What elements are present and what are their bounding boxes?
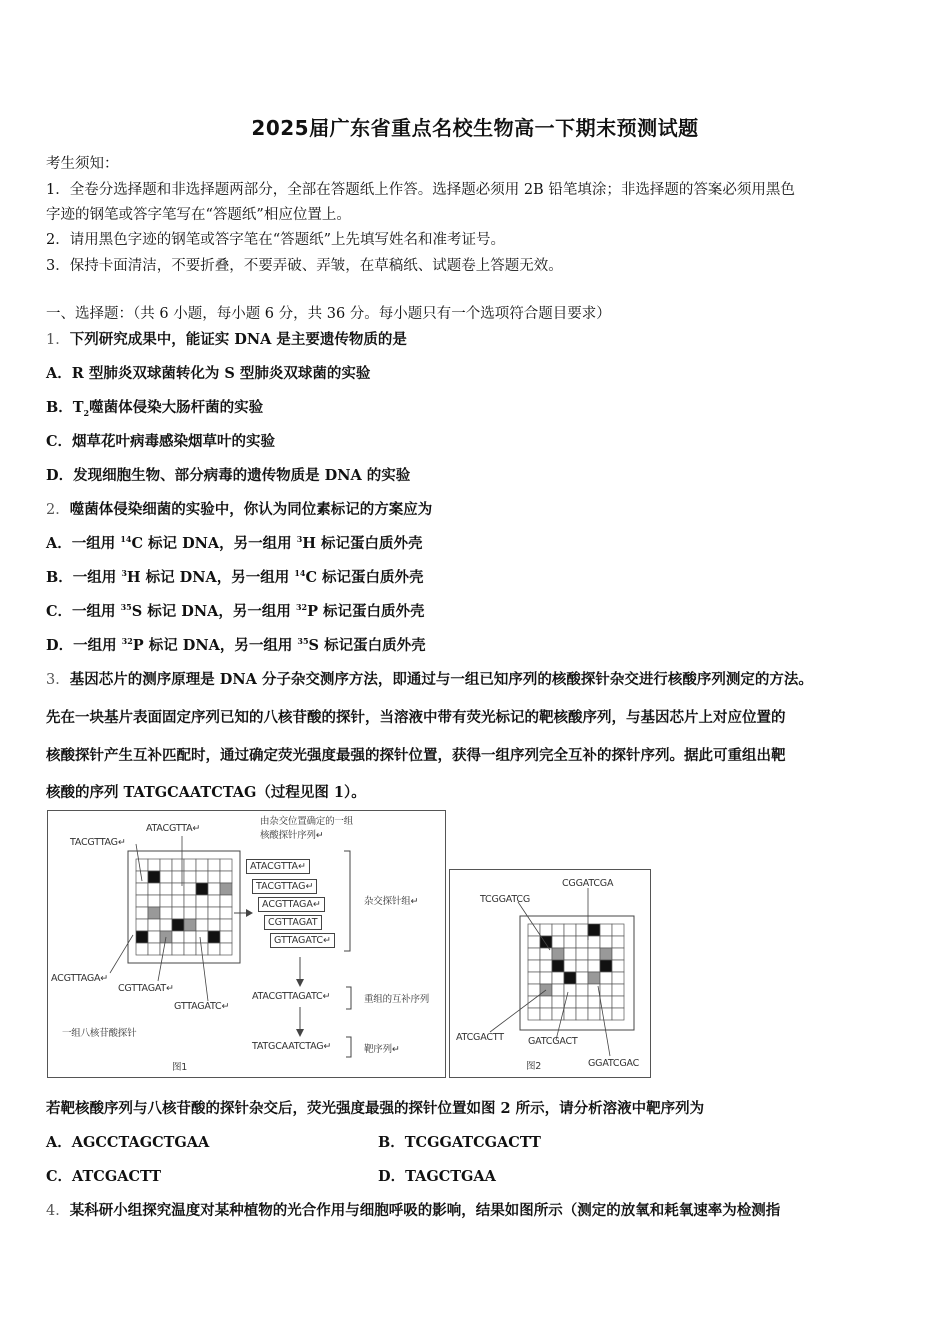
chip-cell [208, 943, 220, 955]
q2c-isotope2: 32 [295, 602, 308, 612]
chip-cell [196, 931, 208, 943]
fig2-caption: 图2 [526, 1061, 542, 1072]
chip-cell [540, 960, 552, 972]
chip-cell [220, 871, 232, 883]
chip-cell [160, 943, 172, 955]
chip-cell [196, 883, 208, 895]
chip-cell [136, 883, 148, 895]
chip-cell [196, 919, 208, 931]
chip-cell [148, 871, 160, 883]
q2b-part2: H 标记 DNA，另一组用 [126, 569, 295, 586]
chip-cell [552, 936, 564, 948]
bracket [344, 851, 350, 951]
chip-cell [196, 907, 208, 919]
chip-cell [588, 960, 600, 972]
fig1-reassembled-seq: ATACGTTAGATC↵ [252, 991, 331, 1002]
chip-cell [148, 895, 160, 907]
fig1-chip-label: 一组八核苷酸探针 [62, 1028, 137, 1039]
chip-cell [160, 919, 172, 931]
chip-cell [136, 931, 148, 943]
fig1-target-seq: TATGCAATCTAG↵ [252, 1041, 332, 1052]
chip-cell [148, 943, 160, 955]
chip-cell [184, 931, 196, 943]
q2-option-b [46, 566, 424, 587]
chip-cell [160, 895, 172, 907]
chip-cell [612, 960, 624, 972]
question-3 [46, 668, 813, 689]
question-3-stem-line-3: 核酸探针产生互补匹配时，通过确定荧光强度最强的探针位置，获得一组序列完全互补的探针序列。据此可重组出靶 [46, 747, 786, 764]
chip-cell [148, 883, 160, 895]
q2c-isotope1: 35 [120, 602, 132, 612]
chip-cell [220, 919, 232, 931]
chip-cell [600, 972, 612, 984]
chip-cell [148, 859, 160, 871]
q2-option-d [46, 634, 426, 655]
chip-cell [552, 960, 564, 972]
q2a-part3: H 标记蛋白质外壳 [302, 535, 423, 552]
fig2-probe-top-left: TCGGATCG [480, 894, 531, 905]
chip-cell [208, 859, 220, 871]
notice-item-1-cont: 字迹的钢笔或答字笔写在“答题纸”相应位置上。 [46, 207, 351, 223]
q1-option-c: C．烟草花叶病毒感染烟草叶的实验 [46, 433, 276, 450]
q2a-part1: A．一组用 [46, 535, 121, 552]
q2d-part2: P 标记 DNA，另一组用 [132, 637, 298, 654]
q2-option-c [46, 600, 425, 621]
chip-cell [564, 1008, 576, 1020]
chip-cell [196, 859, 208, 871]
fig1-probe-top-right: ATACGTTA↵ [146, 823, 201, 834]
chip-cell [184, 883, 196, 895]
chip-cell [564, 960, 576, 972]
chip-cell [184, 859, 196, 871]
chip-cell [208, 871, 220, 883]
chip-cell [160, 907, 172, 919]
chip-cell [184, 943, 196, 955]
chip-cell [136, 871, 148, 883]
chip-cell [172, 895, 184, 907]
q2a-part2: C 标记 DNA，另一组用 [131, 535, 297, 552]
probe-list-item: TACGTTAG↵ [252, 879, 317, 894]
arrow-down-head [296, 1029, 304, 1037]
question-3-after-text: 若靶核酸序列与八核苷酸的探针杂交后，荧光强度最强的探针位置如图 2 所示，请分析溶液中靶序列为 [46, 1100, 705, 1117]
chip-cell [208, 931, 220, 943]
chip-cell [576, 948, 588, 960]
arrow-right-head [246, 909, 253, 917]
chip-cell [576, 996, 588, 1008]
chip-cell [552, 924, 564, 936]
fig2-probe-bottom-left: ATCGACTT [456, 1032, 504, 1043]
q2d-part3: S 标记蛋白质外壳 [308, 637, 426, 654]
chip-cell [160, 883, 172, 895]
chip-cell [528, 936, 540, 948]
chip-cell [564, 948, 576, 960]
question-1-number: 1． [46, 332, 70, 348]
q1-option-a: A．R 型肺炎双球菌转化为 S 型肺炎双球菌的实验 [46, 365, 371, 382]
chip-cell [136, 895, 148, 907]
q2d-part1: D．一组用 [46, 637, 122, 654]
chip-cell [540, 996, 552, 1008]
notice-item-2: 2．请用黑色字迹的钢笔或答字笔在“答题纸”上先填写姓名和准考证号。 [46, 232, 506, 248]
arrow-down-head [296, 979, 304, 987]
section-heading: 一、选择题：（共 6 小题，每小题 6 分，共 36 分。每小题只有一个选项符合题目要求） [46, 306, 611, 322]
chip-cell [220, 931, 232, 943]
chip-cell [148, 919, 160, 931]
chip-cell [160, 859, 172, 871]
leader-line [110, 935, 133, 973]
chip-cell [588, 948, 600, 960]
fig1-header-line1: 由杂交位置确定的一组 [260, 816, 354, 827]
question-1-stem: 下列研究成果中，能证实 DNA 是主要遗传物质的是 [69, 331, 407, 348]
chip-cell [172, 931, 184, 943]
q3-option-d: D．TAGCTGAA [378, 1168, 496, 1185]
chip-cell [612, 984, 624, 996]
chip-cell [540, 1008, 552, 1020]
chip-cell [612, 936, 624, 948]
chip-cell [564, 984, 576, 996]
fig1-probe-bottom-mid: CGTTAGAT↵ [118, 983, 174, 994]
chip-cell [220, 895, 232, 907]
chip-cell [612, 948, 624, 960]
chip-cell [612, 972, 624, 984]
chip-cell [196, 871, 208, 883]
fig2-probe-top-right: CGGATCGA [562, 878, 614, 889]
notice-item-3: 3．保持卡面清洁，不要折叠，不要弄破、弄皱，在草稿纸、试题卷上答题无效。 [46, 258, 563, 274]
chip-cell [220, 859, 232, 871]
q2b-part1: B．一组用 [46, 569, 122, 586]
chip-cell [576, 960, 588, 972]
chip-cell [528, 960, 540, 972]
chip-cell [208, 895, 220, 907]
q1-option-b-subscript: 2 [83, 407, 90, 418]
chip-cell [576, 924, 588, 936]
bracket [346, 1037, 351, 1057]
chip-cell [220, 943, 232, 955]
question-2-number: 2． [46, 502, 70, 518]
chip-cell [136, 907, 148, 919]
chip-cell [220, 907, 232, 919]
question-3-stem-line-2: 先在一块基片表面固定序列已知的八核苷酸的探针，当溶液中带有荧光标记的靶核酸序列，与基因芯片上对应位置的 [46, 709, 786, 726]
q3-option-b: B．TCGGATCGACTT [378, 1134, 541, 1151]
chip-cell [576, 936, 588, 948]
probe-list-item: GTTAGATC↵ [270, 933, 335, 948]
chip-cell [184, 895, 196, 907]
notice-item-1: 1．全卷分选择题和非选择题两部分，全部在答题纸上作答。选择题必须用 2B 铅笔填涂；非选择题的答案必须用黑色 [46, 182, 795, 198]
fig1-caption: 图1 [172, 1062, 188, 1073]
chip-cell [564, 972, 576, 984]
notice-heading: 考生须知： [46, 156, 119, 172]
chip-cell [588, 996, 600, 1008]
fig1-header-line2: 核酸探针序列↵ [260, 830, 324, 841]
q2b-isotope1: 3 [121, 568, 127, 578]
probe-list-item: CGTTAGAT [264, 915, 322, 930]
chip-cell [600, 936, 612, 948]
chip-cell [136, 943, 148, 955]
chip-cell [172, 907, 184, 919]
q2c-part2: S 标记 DNA，另一组用 [131, 603, 296, 620]
chip-cell [612, 1008, 624, 1020]
fig1-probe-top-left: TACGTTAG↵ [70, 837, 126, 848]
q2d-isotope2: 35 [297, 636, 309, 646]
chip-cell [600, 948, 612, 960]
q2a-isotope1: 14 [120, 534, 132, 544]
q1-option-d: D．发现细胞生物、部分病毒的遗传物质是 DNA 的实验 [46, 467, 411, 484]
chip-cell [528, 1008, 540, 1020]
chip-cell [184, 871, 196, 883]
chip-cell [528, 984, 540, 996]
question-4 [46, 1199, 780, 1220]
q3-option-a: A．AGCCTAGCTGAA [46, 1134, 210, 1151]
question-2 [46, 498, 432, 519]
chip-cell [136, 919, 148, 931]
chip-cell [196, 895, 208, 907]
chip-cell [588, 924, 600, 936]
question-3-stem-line-4: 核酸的序列 TATGCAATCTAG（过程见图 1）。 [46, 784, 366, 801]
fig2-probe-bottom-right: GGATCGAC [588, 1058, 640, 1069]
chip-cell [184, 907, 196, 919]
chip-cell [588, 1008, 600, 1020]
bracket [346, 987, 351, 1009]
fig2-probe-bottom-mid: GATCGACT [528, 1036, 578, 1047]
chip-cell [552, 972, 564, 984]
chip-cell [552, 996, 564, 1008]
page-title: 2025届广东省重点名校生物高一下期末预测试题 [251, 116, 699, 140]
q2b-isotope2: 14 [294, 568, 306, 578]
chip-cell [552, 948, 564, 960]
question-1 [46, 328, 407, 349]
question-4-stem: 某科研小组探究温度对某种植物的光合作用与细胞呼吸的影响，结果如图所示（测定的放氧和耗氧速率为检测指 [69, 1202, 781, 1219]
chip-cell [148, 907, 160, 919]
chip-cell [160, 871, 172, 883]
q1-option-b [46, 396, 263, 417]
chip-cell [208, 883, 220, 895]
chip-cell [600, 960, 612, 972]
chip-cell [588, 972, 600, 984]
question-3-stem-line-1: 基因芯片的测序原理是 DNA 分子杂交测序方法，即通过与一组已知序列的核酸探针杂交进行核酸序列测定的方法。 [69, 671, 813, 688]
q1-option-b-text: 噬菌体侵染大肠杆菌的实验 [89, 399, 264, 416]
question-2-stem: 噬菌体侵染细菌的实验中，你认为同位素标记的方案应为 [69, 501, 433, 518]
q2d-isotope1: 32 [121, 636, 133, 646]
q2b-part3: C 标记蛋白质外壳 [305, 569, 424, 586]
chip-cell [576, 984, 588, 996]
figure-1 [47, 810, 446, 1078]
probe-list-item: ACGTTAGA↵ [258, 897, 325, 912]
question-4-number: 4． [46, 1203, 70, 1219]
probe-list-item: ATACGTTA↵ [246, 859, 310, 874]
chip-cell [136, 859, 148, 871]
chip-cell [172, 943, 184, 955]
chip-cell [220, 883, 232, 895]
chip-cell [540, 924, 552, 936]
chip-cell [600, 984, 612, 996]
chip-cell [184, 919, 196, 931]
fig1-probe-bottom-left: ACGTTAGA↵ [51, 973, 109, 984]
chip-cell [172, 919, 184, 931]
chip-cell [208, 907, 220, 919]
q2-option-a [46, 532, 423, 553]
chip-cell [576, 972, 588, 984]
figure-2 [449, 869, 651, 1078]
chip-cell [528, 948, 540, 960]
chip-cell [564, 936, 576, 948]
q2a-isotope2: 3 [296, 534, 303, 544]
chip-cell [208, 919, 220, 931]
chip-cell [588, 936, 600, 948]
q2c-part3: P 标记蛋白质外壳 [307, 603, 425, 620]
chip-cell [588, 984, 600, 996]
chip-cell [576, 1008, 588, 1020]
chip-cell [600, 924, 612, 936]
chip-cell [612, 924, 624, 936]
q1-option-b-prefix: B．T [46, 399, 84, 416]
chip-cell [528, 972, 540, 984]
chip-cell [552, 984, 564, 996]
chip-cell [148, 931, 160, 943]
fig1-reassembled-label: 重组的互补序列 [364, 994, 430, 1005]
chip-cell [564, 924, 576, 936]
chip-grid-1 [136, 859, 232, 955]
fig1-group-label: 杂交探针组↵ [364, 896, 419, 907]
fig1-probe-bottom-right: GTTAGATC↵ [174, 1001, 230, 1012]
chip-cell [540, 972, 552, 984]
q3-option-c: C．ATCGACTT [46, 1168, 162, 1185]
question-3-number: 3． [46, 672, 70, 688]
fig1-target-label: 靶序列↵ [364, 1044, 400, 1055]
q2c-part1: C．一组用 [46, 603, 121, 620]
chip-cell [612, 996, 624, 1008]
